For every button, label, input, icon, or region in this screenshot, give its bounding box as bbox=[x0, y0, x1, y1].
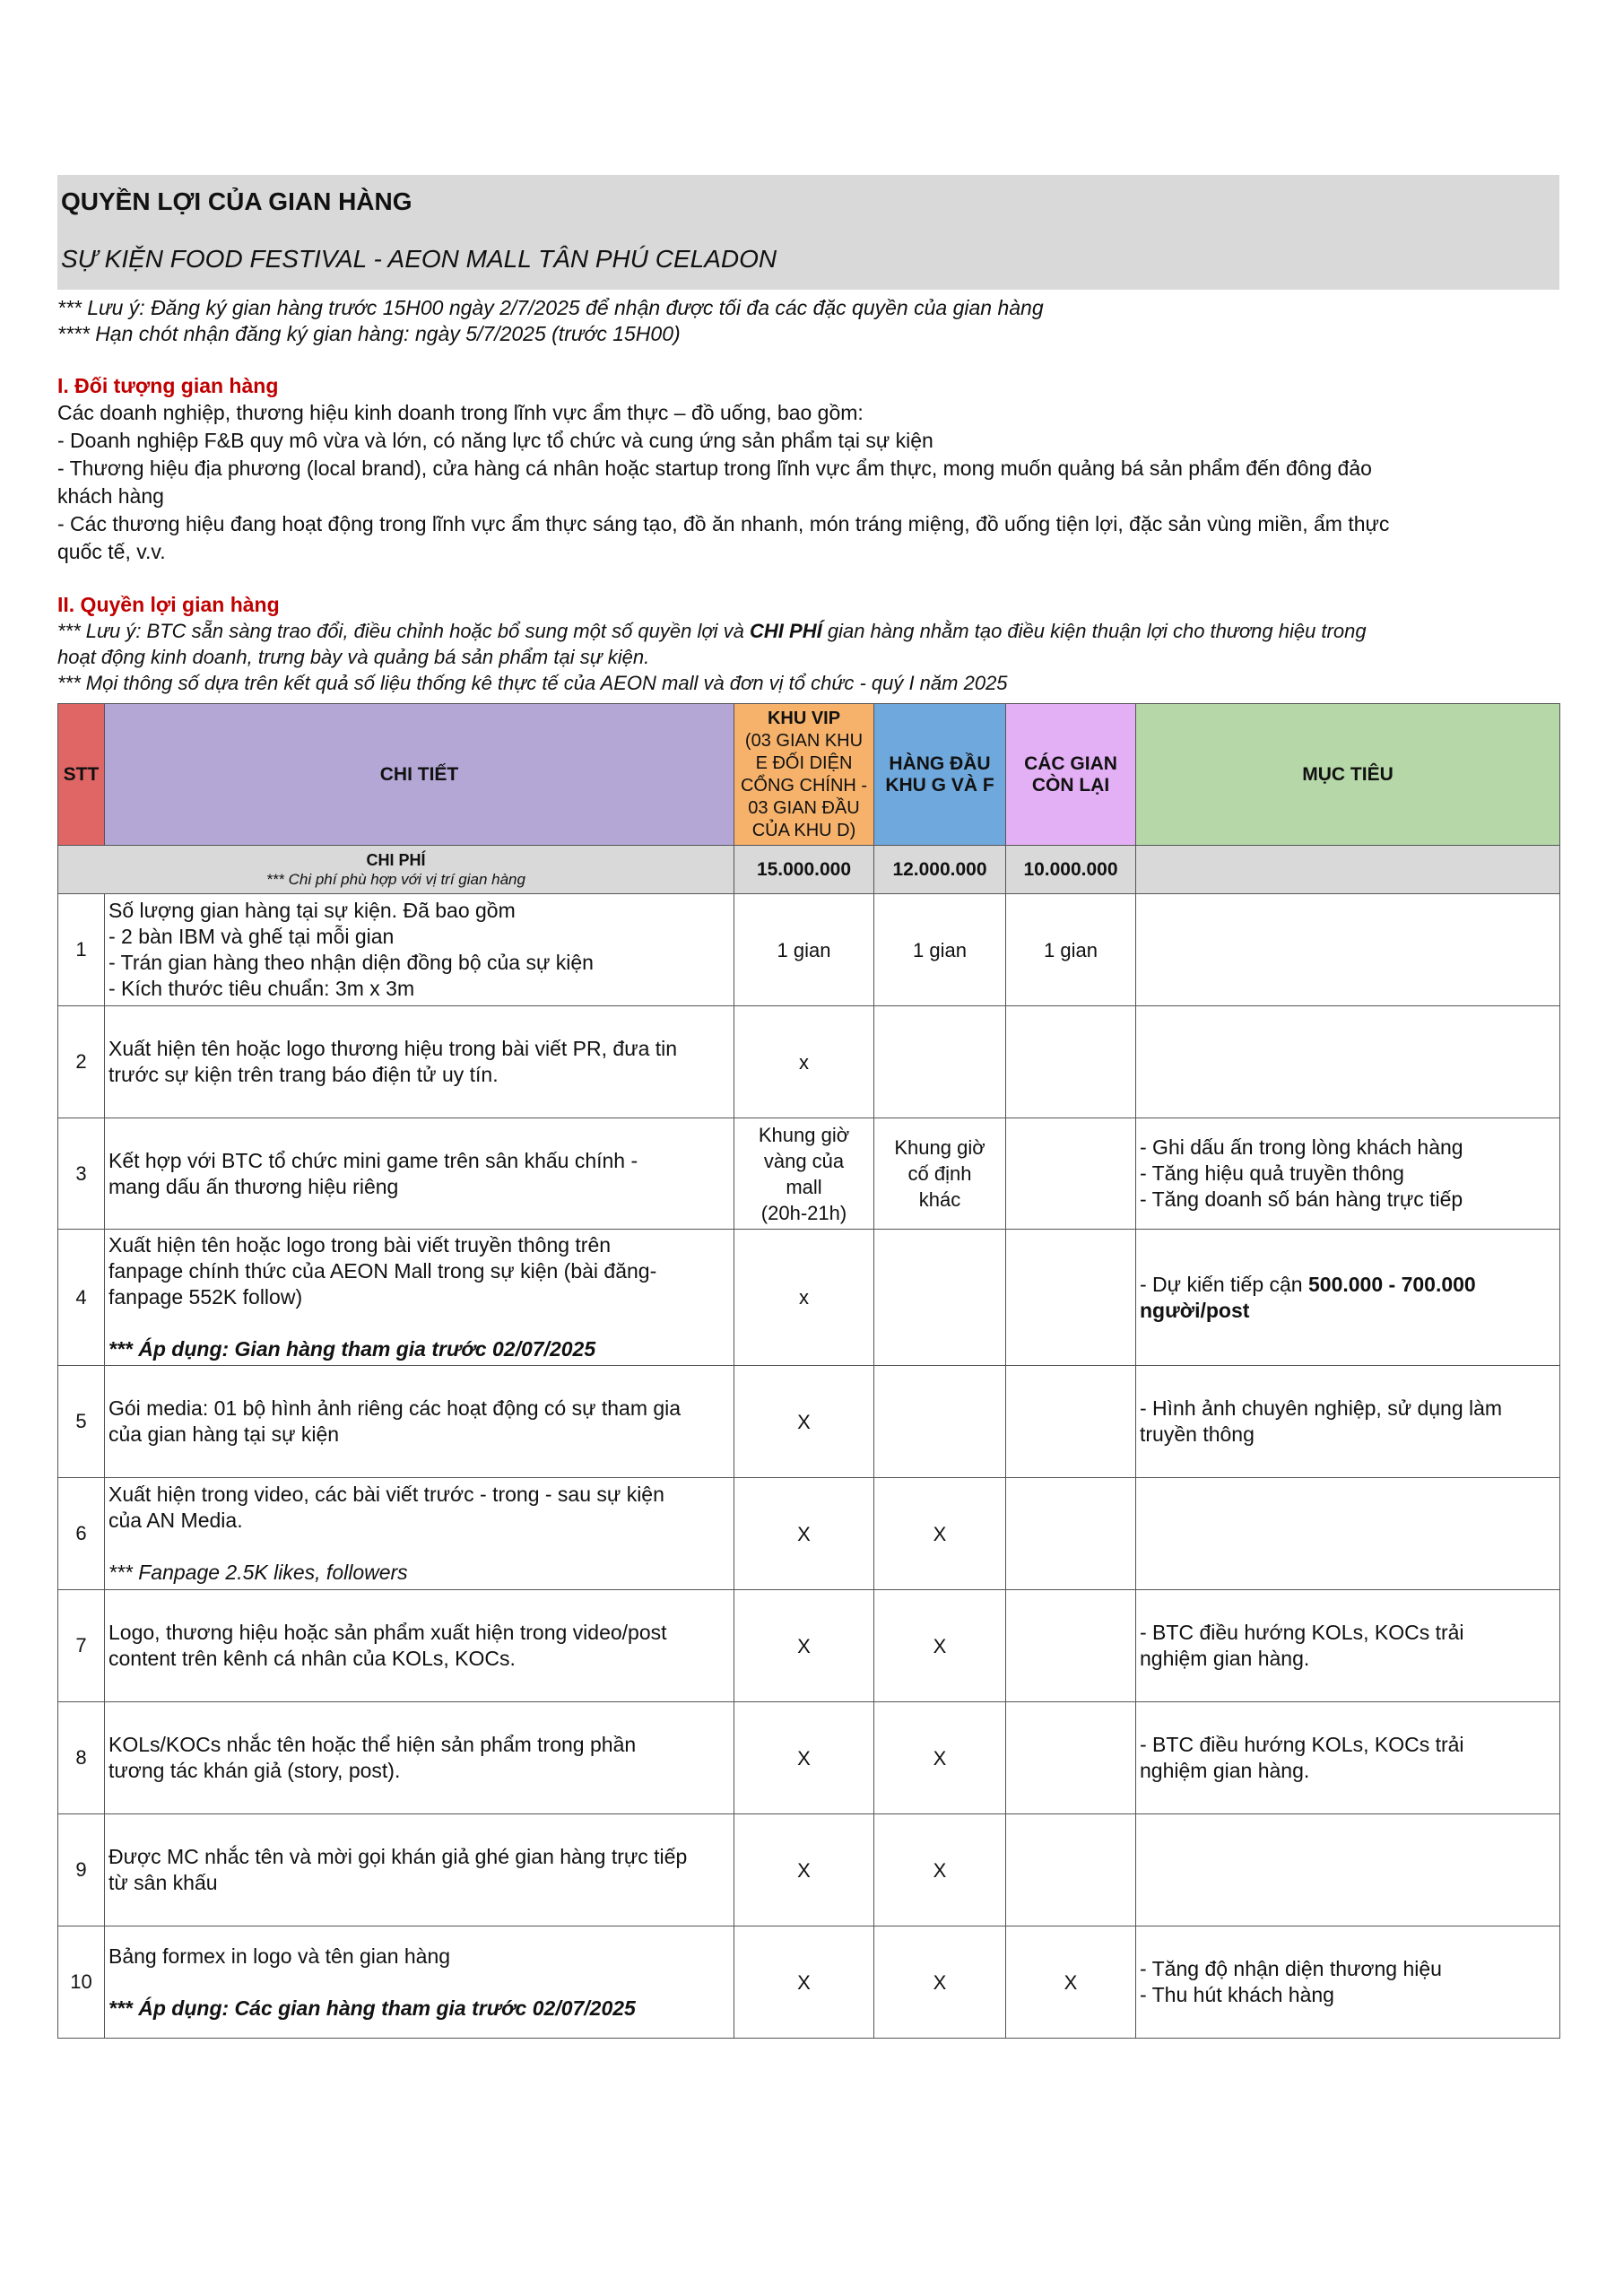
goal-line: nghiệm gian hàng. bbox=[1140, 1647, 1310, 1670]
spacer bbox=[109, 1970, 730, 1996]
header-line: CÁC GIAN bbox=[1024, 752, 1117, 774]
row-number: 5 bbox=[58, 1366, 105, 1478]
cell-remaining bbox=[1006, 1006, 1136, 1118]
cell-remaining bbox=[1006, 1590, 1136, 1702]
table-row bbox=[58, 894, 1560, 1006]
cell-remaining: 1 gian bbox=[1006, 894, 1136, 1006]
table-row bbox=[58, 1006, 1560, 1118]
cell-remaining bbox=[1006, 1230, 1136, 1366]
cell-line: Khung giờ bbox=[758, 1123, 850, 1146]
row-detail bbox=[105, 1006, 734, 1118]
event-subtitle: SỰ KIỆN FOOD FESTIVAL - AEON MALL TÂN PHÚ CELADON bbox=[61, 245, 777, 273]
section-1-body bbox=[57, 399, 1559, 566]
cost-sublabel: *** Chi phí phù hợp với vị trí gian hàng bbox=[266, 870, 525, 888]
row-number: 9 bbox=[58, 1814, 105, 1926]
cell-vip: X bbox=[734, 1590, 874, 1702]
detail-line: - Kích thước tiêu chuẩn: 3m x 3m bbox=[109, 977, 415, 1000]
table-row bbox=[58, 1118, 1560, 1230]
cell-goal bbox=[1136, 1926, 1560, 2039]
cell-front-row: X bbox=[874, 1702, 1006, 1814]
note-text: *** Lưu ý: BTC sẵn sàng trao đổi, điều chỉnh hoặc bổ sung một số quyền lợi và bbox=[57, 620, 751, 642]
goal-text: - Dự kiến tiếp cận bbox=[1140, 1272, 1308, 1296]
section-2-note-2: *** Mọi thông số dựa trên kết quả số liệu thống kê thực tế của AEON mall và đơn vị tổ chức - quý I năm 2025 bbox=[57, 672, 1008, 694]
row-detail bbox=[105, 1118, 734, 1230]
cell-goal bbox=[1136, 1590, 1560, 1702]
cost-remaining: 10.000.000 bbox=[1006, 846, 1136, 894]
note-early-registration: *** Lưu ý: Đăng ký gian hàng trước 15H00 ngày 2/7/2025 để nhận được tối đa các đặc quyền của gian hàng bbox=[57, 296, 1044, 319]
goal-line: - Tăng độ nhận diện thương hiệu bbox=[1140, 1957, 1442, 1980]
section-1-item-cont: khách hàng bbox=[57, 484, 164, 508]
header-front-row bbox=[874, 704, 1006, 846]
cell-goal bbox=[1136, 1814, 1560, 1926]
header-line: HÀNG ĐẦU bbox=[889, 752, 991, 774]
section-2-notes bbox=[57, 618, 1559, 696]
row-detail bbox=[105, 1814, 734, 1926]
goal-line: nghiệm gian hàng. bbox=[1140, 1759, 1310, 1782]
cell-front-row bbox=[874, 1118, 1006, 1230]
detail-line: - 2 bàn IBM và ghế tại mỗi gian bbox=[109, 925, 395, 948]
row-detail bbox=[105, 1590, 734, 1702]
cell-front-row: 1 gian bbox=[874, 894, 1006, 1006]
section-1-intro: Các doanh nghiệp, thương hiệu kinh doanh trong lĩnh vực ẩm thực – đồ uống, bao gồm: bbox=[57, 401, 864, 424]
detail-line: Logo, thương hiệu hoặc sản phẩm xuất hiện trong video/post bbox=[109, 1621, 667, 1644]
goal-line bbox=[1140, 1298, 1556, 1324]
cell-goal bbox=[1136, 1118, 1560, 1230]
header-line: (03 GIAN KHU bbox=[744, 730, 864, 751]
document-title: QUYỀN LỢI CỦA GIAN HÀNG bbox=[61, 187, 412, 215]
table-row bbox=[58, 1814, 1560, 1926]
row-detail bbox=[105, 1230, 734, 1366]
section-1-item-cont: quốc tế, v.v. bbox=[57, 540, 166, 563]
cell-goal bbox=[1136, 1478, 1560, 1590]
cell-vip: X bbox=[734, 1366, 874, 1478]
goal-bold-text: người/post bbox=[1140, 1298, 1250, 1322]
note-text: gian hàng nhằm tạo điều kiện thuận lợi cho thương hiệu trong bbox=[821, 620, 1367, 642]
section-2-heading: II. Quyền lợi gian hàng bbox=[57, 593, 280, 616]
detail-line: Bảng formex in logo và tên gian hàng bbox=[109, 1944, 451, 1968]
goal-line: truyền thông bbox=[1140, 1422, 1255, 1446]
section-2-note-1-cont: hoạt động kinh doanh, trưng bày và quảng bá sản phẩm tại sự kiện. bbox=[57, 646, 650, 668]
table-row bbox=[58, 1366, 1560, 1478]
cell-vip: x bbox=[734, 1230, 874, 1366]
cell-remaining: X bbox=[1006, 1926, 1136, 2039]
document-page bbox=[57, 175, 1559, 2039]
detail-line: Số lượng gian hàng tại sự kiện. Đã bao gồm bbox=[109, 899, 516, 922]
cell-front-row bbox=[874, 1366, 1006, 1478]
cell-goal bbox=[1136, 1230, 1560, 1366]
goal-line: - Tăng doanh số bán hàng trực tiếp bbox=[1140, 1187, 1463, 1211]
detail-line: Kết hợp với BTC tổ chức mini game trên sân khấu chính - bbox=[109, 1148, 638, 1172]
row-number: 10 bbox=[58, 1926, 105, 2039]
header-line: KHU VIP bbox=[767, 708, 841, 728]
cost-front-row: 12.000.000 bbox=[874, 846, 1006, 894]
cell-vip bbox=[734, 1118, 874, 1230]
detail-line: của gian hàng tại sự kiện bbox=[109, 1422, 340, 1446]
cell-vip: X bbox=[734, 1702, 874, 1814]
table-row bbox=[58, 1590, 1560, 1702]
header-line: 03 GIAN ĐẦU bbox=[748, 797, 860, 818]
cost-row bbox=[58, 846, 1560, 894]
cell-line: cố định bbox=[907, 1162, 972, 1185]
detail-line: content trên kênh cá nhân của KOLs, KOCs. bbox=[109, 1647, 516, 1670]
detail-line: Xuất hiện tên hoặc logo thương hiệu trong bài viết PR, đưa tin bbox=[109, 1037, 678, 1060]
header-goal: MỤC TIÊU bbox=[1136, 704, 1560, 846]
cell-vip: x bbox=[734, 1006, 874, 1118]
detail-line: của AN Media. bbox=[109, 1509, 243, 1532]
table-row bbox=[58, 1926, 1560, 2039]
cell-goal bbox=[1136, 1006, 1560, 1118]
cell-line: vàng của bbox=[763, 1149, 845, 1172]
row-detail bbox=[105, 894, 734, 1006]
goal-line bbox=[1140, 1272, 1556, 1298]
goal-line: - Ghi dấu ấn trong lòng khách hàng bbox=[1140, 1135, 1463, 1159]
cell-front-row: X bbox=[874, 1814, 1006, 1926]
cell-line: Khung giờ bbox=[894, 1136, 985, 1159]
cell-vip: X bbox=[734, 1478, 874, 1590]
section-1-heading: I. Đối tượng gian hàng bbox=[57, 374, 279, 397]
row-number: 8 bbox=[58, 1702, 105, 1814]
header-line: CỦA KHU D) bbox=[751, 820, 856, 840]
detail-line: Gói media: 01 bộ hình ảnh riêng các hoạt động có sự tham gia bbox=[109, 1396, 682, 1420]
row-number: 4 bbox=[58, 1230, 105, 1366]
cell-vip: 1 gian bbox=[734, 894, 874, 1006]
cost-label: CHI PHÍ bbox=[366, 850, 426, 869]
detail-line: Xuất hiện tên hoặc logo trong bài viết truyền thông trên bbox=[109, 1233, 612, 1257]
row-number: 7 bbox=[58, 1590, 105, 1702]
cell-line: (20h-21h) bbox=[760, 1201, 847, 1224]
header-detail: CHI TIẾT bbox=[105, 704, 734, 846]
title-banner bbox=[57, 175, 1559, 290]
row-number: 2 bbox=[58, 1006, 105, 1118]
section-1-item: - Doanh nghiệp F&B quy mô vừa và lớn, có năng lực tổ chức và cung ứng sản phẩm tại sự kiện bbox=[57, 429, 933, 452]
cell-remaining bbox=[1006, 1814, 1136, 1926]
detail-line: Được MC nhắc tên và mời gọi khán giả ghé gian hàng trực tiếp bbox=[109, 1845, 688, 1868]
row-number: 3 bbox=[58, 1118, 105, 1230]
detail-line: KOLs/KOCs nhắc tên hoặc thể hiện sản phẩm trong phần bbox=[109, 1733, 637, 1756]
cost-goal-empty bbox=[1136, 846, 1560, 894]
cell-front-row: X bbox=[874, 1590, 1006, 1702]
row-detail bbox=[105, 1478, 734, 1590]
detail-line: - Trán gian hàng theo nhận diện đồng bộ của sự kiện bbox=[109, 951, 594, 974]
detail-note: *** Áp dụng: Gian hàng tham gia trước 02/07/2025 bbox=[109, 1337, 596, 1361]
detail-note: *** Fanpage 2.5K likes, followers bbox=[109, 1561, 408, 1584]
detail-line: fanpage chính thức của AEON Mall trong sự kiện (bài đăng- bbox=[109, 1259, 657, 1283]
cell-remaining bbox=[1006, 1478, 1136, 1590]
goal-bold-text: 500.000 - 700.000 bbox=[1307, 1272, 1476, 1296]
cell-front-row bbox=[874, 1230, 1006, 1366]
section-2-note-1 bbox=[57, 618, 1559, 644]
cell-goal bbox=[1136, 894, 1560, 1006]
detail-line: mang dấu ấn thương hiệu riêng bbox=[109, 1174, 399, 1198]
spacer bbox=[109, 1310, 730, 1336]
goal-line: - Tăng hiệu quả truyền thông bbox=[1140, 1161, 1404, 1185]
detail-line: fanpage 552K follow) bbox=[109, 1285, 303, 1309]
row-detail bbox=[105, 1926, 734, 2039]
cell-front-row bbox=[874, 1006, 1006, 1118]
cell-line: mall bbox=[786, 1175, 822, 1198]
cell-vip: X bbox=[734, 1814, 874, 1926]
detail-line: trước sự kiện trên trang báo điện tử uy tín. bbox=[109, 1063, 499, 1086]
cell-front-row: X bbox=[874, 1926, 1006, 2039]
cell-line: khác bbox=[918, 1188, 961, 1211]
table-row bbox=[58, 1702, 1560, 1814]
row-number: 1 bbox=[58, 894, 105, 1006]
goal-line: - Hình ảnh chuyên nghiệp, sử dụng làm bbox=[1140, 1396, 1503, 1420]
cost-vip: 15.000.000 bbox=[734, 846, 874, 894]
spacer bbox=[109, 1534, 730, 1560]
detail-line: Xuất hiện trong video, các bài viết trước - trong - sau sự kiện bbox=[109, 1483, 664, 1506]
goal-line: - Thu hút khách hàng bbox=[1140, 1983, 1334, 2006]
goal-line: - BTC điều hướng KOLs, KOCs trải bbox=[1140, 1621, 1464, 1644]
header-line: E ĐỐI DIỆN bbox=[755, 752, 853, 773]
goal-line: - BTC điều hướng KOLs, KOCs trải bbox=[1140, 1733, 1464, 1756]
header-line: KHU G VÀ F bbox=[885, 774, 994, 796]
header-remaining bbox=[1006, 704, 1136, 846]
row-number: 6 bbox=[58, 1478, 105, 1590]
detail-line: tương tác khán giả (story, post). bbox=[109, 1759, 401, 1782]
cell-remaining bbox=[1006, 1702, 1136, 1814]
row-detail bbox=[105, 1702, 734, 1814]
cell-goal bbox=[1136, 1702, 1560, 1814]
header-vip-zone bbox=[734, 704, 874, 846]
header-stt: STT bbox=[58, 704, 105, 846]
cost-label-cell bbox=[58, 846, 734, 894]
cell-front-row: X bbox=[874, 1478, 1006, 1590]
cell-vip: X bbox=[734, 1926, 874, 2039]
benefits-table bbox=[57, 703, 1560, 2039]
note-deadline: **** Hạn chót nhận đăng ký gian hàng: ngày 5/7/2025 (trước 15H00) bbox=[57, 322, 681, 345]
section-1-item: - Các thương hiệu đang hoạt động trong lĩnh vực ẩm thực sáng tạo, đồ ăn nhanh, món tráng miệng, đồ uống tiện lợi, đặc sản vùng miền, ẩm thực bbox=[57, 512, 1390, 535]
detail-line: từ sân khấu bbox=[109, 1871, 218, 1894]
cell-remaining bbox=[1006, 1366, 1136, 1478]
note-bold-text: CHI PHÍ bbox=[750, 620, 822, 642]
section-1-item: - Thương hiệu địa phương (local brand), cửa hàng cá nhân hoặc startup trong lĩnh vực ẩm thực, mong muốn quảng bá sản phẩm đến đông đảo bbox=[57, 457, 1372, 480]
cell-remaining bbox=[1006, 1118, 1136, 1230]
table-row bbox=[58, 1230, 1560, 1366]
cell-goal bbox=[1136, 1366, 1560, 1478]
deadline-notes bbox=[57, 295, 1559, 347]
table-row bbox=[58, 1478, 1560, 1590]
header-line: CÒN LẠI bbox=[1031, 774, 1110, 796]
row-detail bbox=[105, 1366, 734, 1478]
header-line: CỔNG CHÍNH - bbox=[740, 775, 868, 796]
detail-note: *** Áp dụng: Các gian hàng tham gia trước 02/07/2025 bbox=[109, 1996, 636, 2020]
